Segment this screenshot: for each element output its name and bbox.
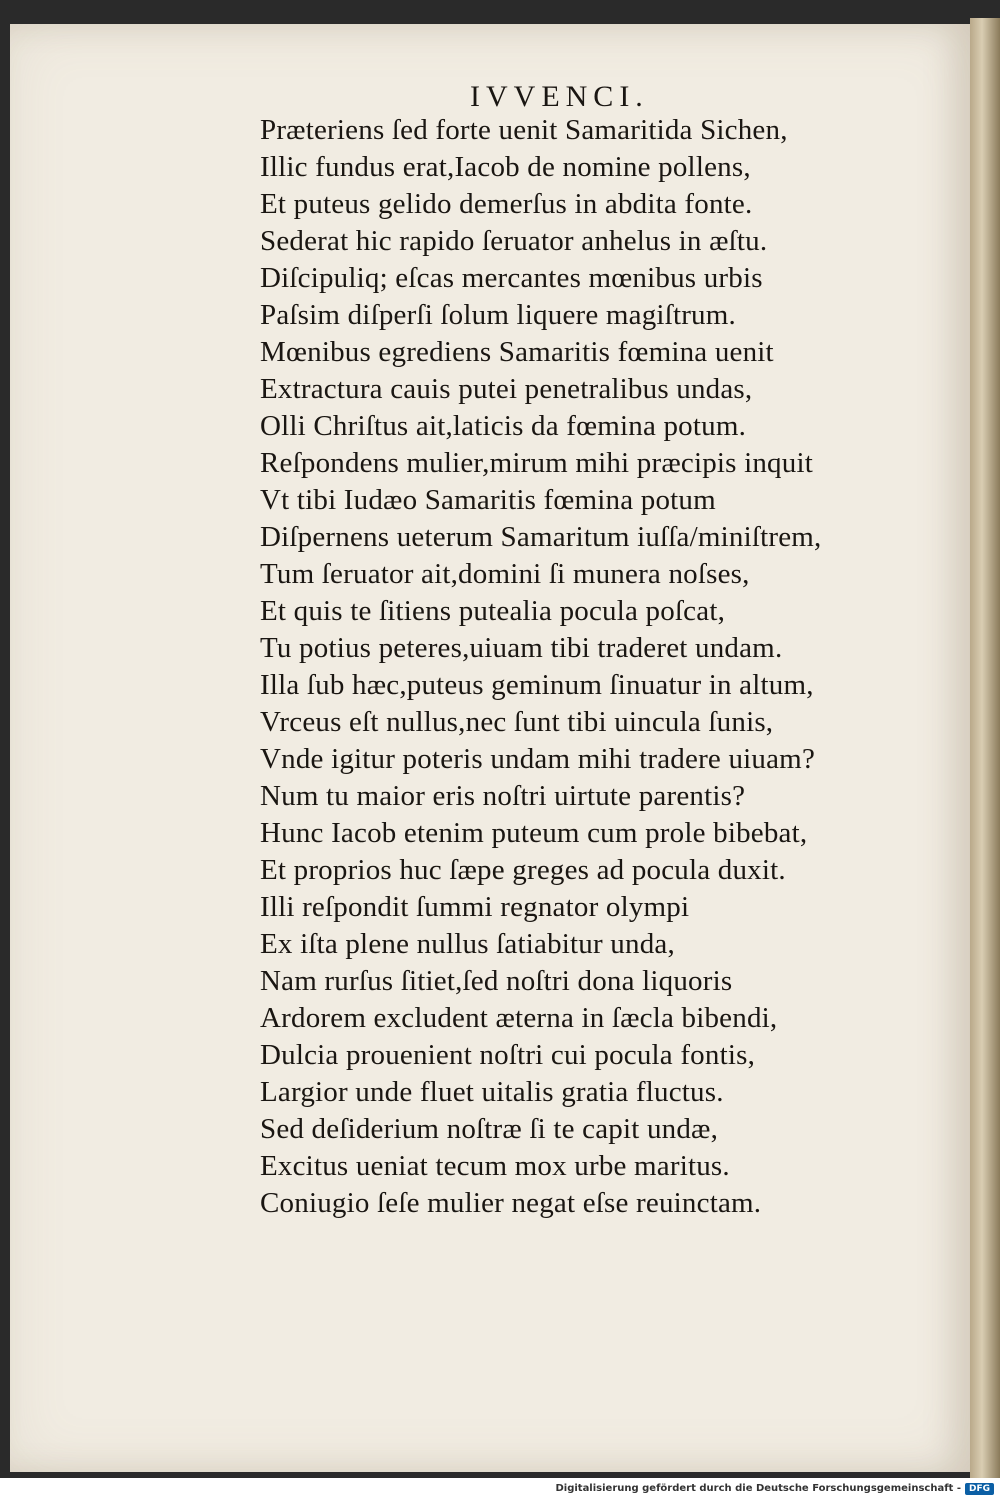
verse-block	[260, 112, 960, 1222]
verse-line: Et proprios huc ſæpe greges ad pocula duxit.	[260, 854, 786, 886]
verse-line: Et puteus gelido demerſus in abdita fonte.	[260, 188, 753, 220]
funding-notice: Digitalisierung gefördert durch die Deutsche Forschungsgemeinschaft -	[555, 1483, 961, 1494]
footer-bar	[0, 1478, 1000, 1499]
verse-line: Hunc Iacob etenim puteum cum prole bibebat,	[260, 817, 808, 849]
running-head: IVVENCI.	[470, 80, 649, 113]
verse-line: Ardorem excludent æterna in ſæcla bibendi,	[260, 1002, 778, 1034]
verse-line: Mœnibus egrediens Samaritis fœmina uenit	[260, 336, 774, 368]
verse-line: Illa ſub hæc,puteus geminum ſinuatur in altum,	[260, 669, 814, 701]
verse-line: Dulcia prouenient noſtri cui pocula fontis,	[260, 1039, 756, 1071]
verse-line: Præteriens ſed forte uenit Samaritida Sichen,	[260, 114, 788, 146]
verse-line: Tu potius peteres,uiuam tibi traderet undam.	[260, 632, 783, 664]
verse-line: Extractura cauis putei penetralibus undas,	[260, 373, 753, 405]
verse-line: Sed deſiderium noſtræ ſi te capit undæ,	[260, 1113, 719, 1145]
page-edge	[970, 18, 1000, 1478]
verse-line: Vnde igitur poteris undam mihi tradere uiuam?	[260, 743, 816, 775]
verse-line: Num tu maior eris noſtri uirtute parentis?	[260, 780, 746, 812]
verse-line: Tum ſeruator ait,domini ſi munera noſses,	[260, 558, 750, 590]
verse-line: Largior unde fluet uitalis gratia fluctus.	[260, 1076, 724, 1108]
verse-line: Illic fundus erat,Iacob de nomine pollens,	[260, 151, 751, 183]
verse-line: Vt tibi Iudæo Samaritis fœmina potum	[260, 484, 716, 516]
verse-line: Illi reſpondit ſummi regnator olympi	[260, 891, 690, 923]
verse-line: Ex iſta plene nullus ſatiabitur unda,	[260, 928, 675, 960]
verse-line: Sederat hic rapido ſeruator anhelus in æſtu.	[260, 225, 768, 257]
verse-line: Et quis te ſitiens putealia pocula poſcat,	[260, 595, 726, 627]
verse-line: Coniugio ſeſe mulier negat eſse reuinctam.	[260, 1187, 762, 1219]
verse-line: Paſsim diſperſi ſolum liquere magiſtrum.	[260, 299, 736, 331]
verse-line: Nam rurſus ſitiet,ſed noſtri dona liquoris	[260, 965, 733, 997]
verse-line: Olli Chriſtus ait,laticis da fœmina potum.	[260, 410, 747, 442]
verse-line: Vrceus eſt nullus,nec ſunt tibi uincula ſunis,	[260, 706, 774, 738]
verse-line: Reſpondens mulier,mirum mihi præcipis inquit	[260, 447, 813, 479]
verse-line: Excitus ueniat tecum mox urbe maritus.	[260, 1150, 730, 1182]
verse-line: Diſcipuliq; eſcas mercantes mœnibus urbis	[260, 262, 763, 294]
dfg-logo: DFG	[965, 1483, 994, 1495]
verse-line: Diſpernens ueterum Samaritum iuſſa/miniſtrem,	[260, 521, 822, 553]
